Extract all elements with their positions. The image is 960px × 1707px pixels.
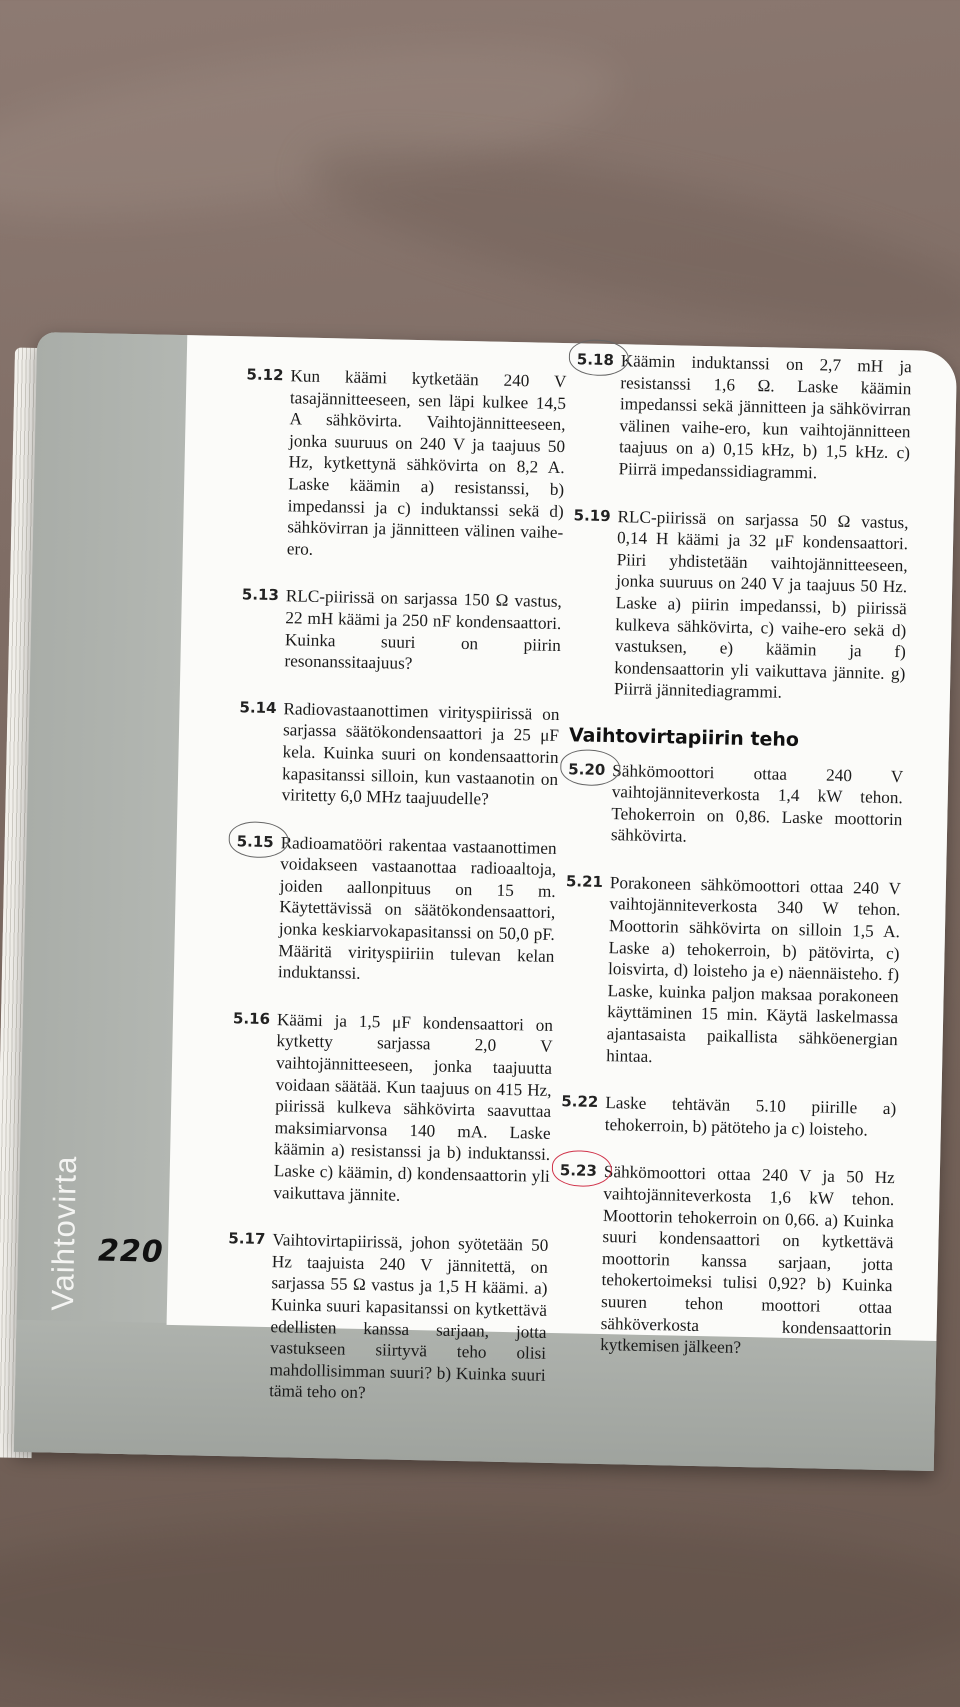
problem xyxy=(567,759,904,852)
problem-text: Radiovastaanottimen virityspiirissä on sarjassa säätökondensaattori ja 25 μF kela. Kuinka suuri on kondensaattorin kapasitanssi silloin, kun vastaanotin on viritetty 6,0 MHz taajuudelle? xyxy=(281,698,560,809)
problem-text: Sähkömoottori ottaa 240 V vaihtojänniteverkosta 1,4 kW tehon. Tehokerroin on 0,86. Laske moottorin sähkövirta. xyxy=(610,760,904,846)
problem-text: Porakoneen sähkömoottori ottaa 240 V vaihtojänniteverkosta 340 W tehon. Moottorin sähkövirta on silloin 1,5 A. Laske a) tehokerroin, b) pätövirta, c) loisvirta, d) loisteho ja e) näennäisteho. f) Laske, kuinka paljon maksaa porakoneen käyttäminen 15 min. Käytä laskelmassa ajantasaista paikallista sähköenergian hintaa. xyxy=(606,872,902,1066)
problem xyxy=(225,1228,549,1407)
section-heading: Vaihtovirtapiirin teho xyxy=(568,724,800,751)
problem-number: 5.21 xyxy=(565,872,604,891)
problem xyxy=(237,697,559,812)
problem-number: 5.17 xyxy=(228,1229,266,1249)
textbook xyxy=(14,300,953,1479)
problem-number: 5.14 xyxy=(239,698,277,717)
problem-number: 5.20 xyxy=(568,759,606,779)
problem-text: Laske tehtävän 5.10 piirille a) tehokerroin, b) pätöteho ja c) loisteho. xyxy=(604,1093,897,1140)
cloth-fold xyxy=(0,1520,960,1700)
problem xyxy=(570,505,909,706)
problem xyxy=(240,585,562,678)
problem-number: 5.18 xyxy=(576,350,615,370)
problem-number: 5.23 xyxy=(559,1161,598,1181)
problem-number: 5.16 xyxy=(232,1009,271,1028)
left-column xyxy=(224,364,566,1433)
problem-number: 5.15 xyxy=(236,831,274,851)
problem xyxy=(234,831,557,989)
problem xyxy=(243,364,567,565)
side-section-title: Vaihtovirta xyxy=(44,1155,84,1312)
problem-text: Radioamatööri rakentaa vastaanottimen voidakseen vastaanottaa radioaaltoja, joiden aallonpituus on 15 m. Käytettävissä on säätökondensaattori, jonka keskiarvokapasitanssi on 50,0 pF. Määritä virityspiiriin tulevan kelan induktanssi. xyxy=(277,832,557,984)
problem-text: Käämin induktanssi on 2,7 mH ja resistanssi 1,6 Ω. Laske käämin impedanssi sekä jännitteen ja sähkövirran välinen vaihe-ero, kun vaihtojännitteen taajuus on a) 0,15 kHz, b) 1,5 kHz. c) Piirrä impedanssidiagrammi. xyxy=(618,351,912,483)
problem xyxy=(574,349,912,486)
problem xyxy=(561,1091,897,1141)
problem-number: 5.22 xyxy=(561,1092,599,1112)
problem-text: Käämi ja 1,5 μF kondensaattori on kytketty sarjassa 2,0 V vaihtojännitteeseen, jonka taajuutta voidaan säätää. Kun taajuus on 415 Hz, piirissä kulkeva sähkövirta saavuttaa maksimiarvonsa 140 mA. Laske käämin a) resistanssi ja b) induktanssi. Laske c) käämin, d) kondensaattorin yli vaikuttava jännite. xyxy=(273,1010,554,1205)
page-margin xyxy=(14,332,187,1455)
problem-text: Kun käämi kytketään 240 V tasajännitteeseen, sen läpi kulkee 14,5 A sähkövirta. Vaihtojännitteeseen, jonka suuruus on 240 V ja taajuus 50 Hz, kytkettynä sähkövirta on 8,2 A. Laske käämin a) resistanssi, b) impedanssi ja c) induktanssi sekä d) sähkövirran ja jännitteen välinen vaihe-ero. xyxy=(286,366,567,559)
problem-text: Sähkömoottori ottaa 240 V ja 50 Hz vaihtojänniteverkosta 1,6 kW tehon. Moottorin tehokerroin on 0,66. a) Kuinka suuri kondensaattori on kytkettävä moottorin kanssa sarjaan, jotta tehokertoimeksi tulisi 0,92? b) Kuinka suuren tehon moottori ottaa sähköverkosta kondensaattorin kytkemisen jälkeen? xyxy=(600,1162,895,1358)
problem xyxy=(562,871,901,1072)
problem-text: RLC-piirissä on sarjassa 50 Ω vastus, 0,14 H käämi ja 32 μF kondensaattori. Piiri yhdistetään vaihtojännitteeseen, jonka suuruus on 240 V ja taajuus 50 Hz. Laske a) piirin impedanssi, b) piirissä kulkeva sähkövirta, c) vaihe-ero sekä d) vastuksen, e) käämin ja f) kondensaattorin yli vaikuttava jännite. g) Piirrä jännitediagrammi. xyxy=(613,506,909,702)
problem xyxy=(556,1161,895,1362)
problem-text: Vaihtovirtapiirissä, johon syötetään 50 Hz taajuista 240 V jännitettä, on sarjassa 55 Ω vastus ja 1,5 H käämi. a) Kuinka suuri kapasitanssi on kytkettävä edellisten kanssa sarjaan, jotta vastukseen siirtyvä teho olisi mahdollisimman suuri? b) Kuinka suuri tämä teho on? xyxy=(269,1230,549,1403)
problem-text: RLC-piirissä on sarjassa 150 Ω vastus, 22 mH käämi ja 250 nF kondensaattori. Kuinka suuri on piirin resonanssitaajuus? xyxy=(284,586,562,674)
problem xyxy=(229,1008,553,1209)
problem-number: 5.12 xyxy=(246,365,284,385)
right-column xyxy=(555,349,912,1388)
page-number: 220 xyxy=(97,1233,165,1270)
problem-number: 5.19 xyxy=(573,505,611,525)
problem-number: 5.13 xyxy=(241,585,280,605)
